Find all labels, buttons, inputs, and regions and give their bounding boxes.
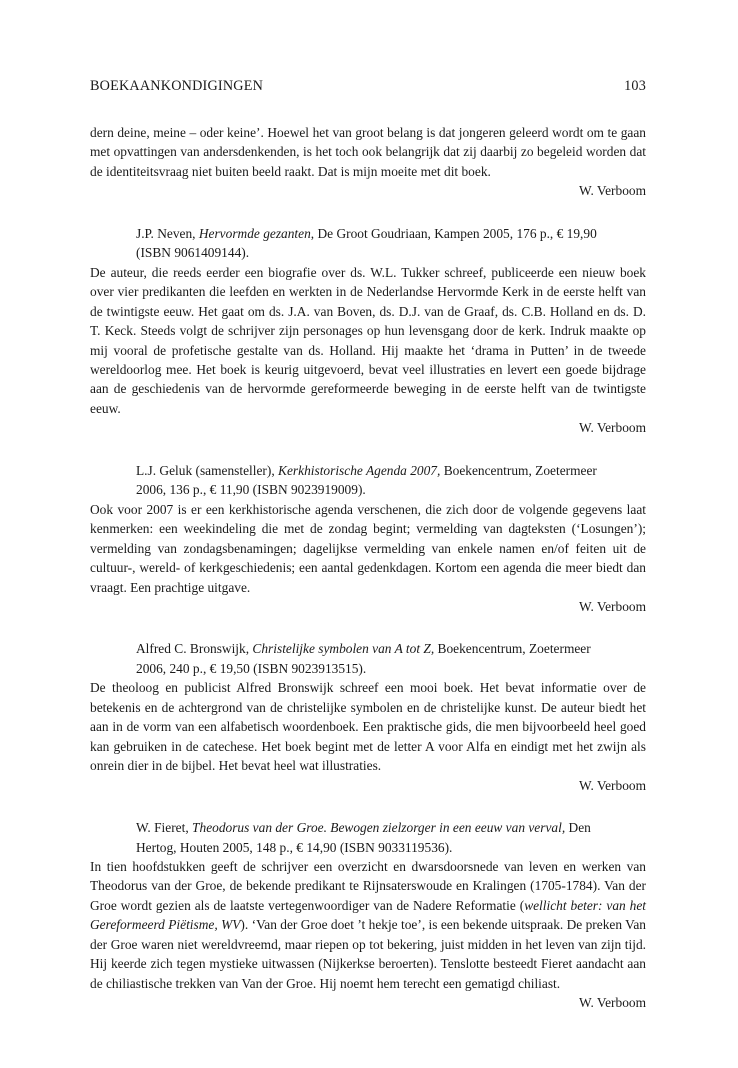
citation-details: Den bbox=[565, 820, 591, 836]
intro-signature: W. Verboom bbox=[579, 183, 646, 199]
review-geluk bbox=[90, 461, 646, 617]
review-signature: W. Verboom bbox=[579, 777, 646, 793]
review-body-editor-note: wellicht beter: van het Gereformeerd Piëtisme, WV bbox=[90, 897, 646, 933]
review-body-part2: ). ‘Van der Groe doet ’t hekje toe’, is een bekende uitspraak. De preken Van der Groe waren niet wereldvreemd, maar riepen op tot bekering, juist midden in het leven van zijn tijd. Hij keerde zich tegen mystieke uitwassen (Nijkerkse beroerten). Tenslotte besteedt Fieret aandacht aan de chiliastische trekken van Van der Groe. Hij noemt hem terecht een gematigd chiliast. bbox=[90, 917, 646, 991]
citation-author: L.J. Geluk (samensteller), bbox=[136, 462, 279, 478]
book-citation bbox=[90, 461, 646, 500]
review-signature: W. Verboom bbox=[579, 420, 646, 436]
citation-details-cont: (ISBN 9061409144). bbox=[136, 245, 250, 261]
book-citation bbox=[90, 224, 646, 263]
citation-title: Hervormde gezanten bbox=[198, 225, 311, 241]
review-body bbox=[90, 857, 646, 993]
review-signature: W. Verboom bbox=[579, 995, 646, 1011]
citation-title: Theodorus van der Groe. Bewogen zielzorger in een eeuw van verval, bbox=[192, 820, 566, 836]
citation-details-cont: Hertog, Houten 2005, 148 p., € 14,90 (ISBN 9033119536). bbox=[136, 839, 453, 855]
review-signature: W. Verboom bbox=[579, 598, 646, 614]
intro-block bbox=[90, 123, 646, 201]
review-body: De auteur, die reeds eerder een biografie over ds. W.L. Tukker schreef, publiceerde een nieuw boek over vier predikanten die leefden en werkten in de Nederlandse Hervormde Kerk in de eerste helft van de twintigste eeuw. Het gaat om ds. J.A. van Boven, ds. D.J. van de Graaf, ds. C.B. Holland en ds. D. T. Keck. Steeds volgt de schrijver zijn personages op hun levensgang door de kerk. Indruk maakte op mij vooral de profetische gestalte van ds. Holland. Hij maakte het ‘drama in Putten’ in de tweede wereldoorlog mee. Het boek is keurig uitgevoerd, bevat veel illustraties en levert een goede bijdrage aan de geschiedenis van de hervormde gereformeerde beweging in de eerste helft van de twintigste eeuw. bbox=[90, 264, 646, 416]
book-citation bbox=[90, 639, 646, 678]
review-fieret bbox=[90, 818, 646, 1013]
citation-title: Kerkhistorische Agenda 2007, bbox=[278, 462, 441, 478]
citation-author: Alfred C. Bronswijk, bbox=[136, 641, 253, 657]
book-citation bbox=[90, 818, 646, 857]
section-title: BOEKAANKONDIGINGEN bbox=[90, 78, 264, 94]
citation-details: , De Groot Goudriaan, Kampen 2005, 176 p., € 19,90 bbox=[310, 225, 597, 241]
review-body-part1: In tien hoofdstukken geeft de schrijver een overzicht en dwarsdoorsnede van leven en werken van Theodorus van der Groe, de bekende predikant te Rijnsaterswoude en Kralingen (1705-1784). Van der Groe wordt gezien als de laatste vertegenwoordiger van de Nadere Reformatie ( bbox=[90, 858, 646, 913]
intro-paragraph: dern deine, meine – oder keine’. Hoewel het van groot belang is dat jongeren geleerd wordt om te gaan met opvattingen van andersdenkenden, is het toch ook belangrijk dat zij daarbij zo begeleid worden dat de identiteitsvraag niet buiten beeld raakt. Dat is mijn moeite met dit boek. bbox=[90, 125, 646, 179]
page-number: 103 bbox=[624, 78, 646, 94]
citation-details: Boekencentrum, Zoetermeer bbox=[440, 462, 597, 478]
running-header bbox=[90, 78, 646, 95]
review-neven bbox=[90, 224, 646, 438]
review-body: Ook voor 2007 is er een kerkhistorische agenda verschenen, die zich door de volgende gegevens laat kenmerken: een weekindeling die met de zondag begint; vermelding van dagteksten (‘Losungen’); vermelding van zondagsbenamingen; dagelijkse vermelding van enkele namen en/of feiten uit de cultuur-, wereld- of kerkgeschiedenis; een aantal gedenkdagen. Kortom een agenda die meer biedt dan vraagt. Een prachtige uitgave. bbox=[90, 501, 646, 595]
citation-title: Christelijke symbolen van A tot Z, bbox=[252, 641, 435, 657]
citation-details: Boekencentrum, Zoetermeer bbox=[434, 641, 591, 657]
review-body: De theoloog en publicist Alfred Bronswijk schreef een mooi boek. Het bevat informatie over de betekenis en de achtergrond van de christelijke symbolen en de christelijke kunst. De auteur biedt het aan in de vorm van een alfabetisch woordenboek. Een praktische gids, die men bijvoorbeeld heel goed kan gebruiken in de catechese. Het boek begint met de letter A voor Alfa en eindigt met het zwijn als onrein dier in de bijbel. Het bevat heel wat illustraties. bbox=[90, 680, 646, 774]
review-bronswijk bbox=[90, 639, 646, 795]
citation-details-cont: 2006, 240 p., € 19,50 (ISBN 9023913515). bbox=[136, 660, 367, 676]
citation-details-cont: 2006, 136 p., € 11,90 (ISBN 9023919009). bbox=[136, 482, 366, 498]
page-content bbox=[90, 123, 646, 1013]
citation-author: J.P. Neven, bbox=[136, 225, 199, 241]
citation-author: W. Fieret, bbox=[136, 820, 193, 836]
